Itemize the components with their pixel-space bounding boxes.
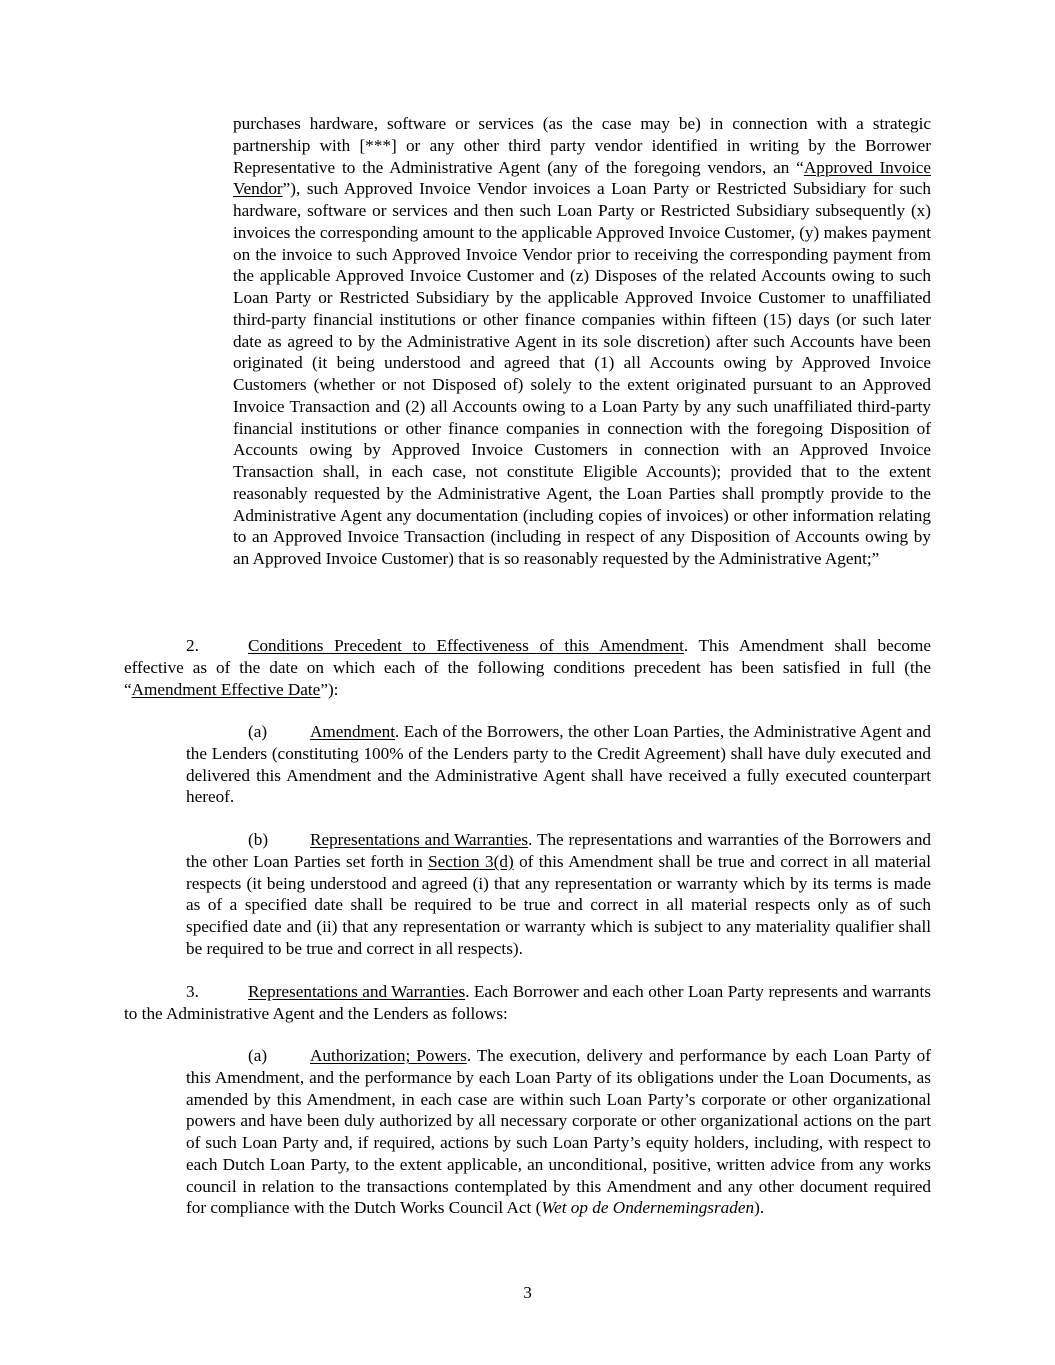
subsection-heading: Representations and Warranties <box>310 830 529 849</box>
paragraph-text: ”), such Approved Invoice Vendor invoices a Loan Party or Restricted Subsidiary for such hardware, software or services and then such Loan Party or Restricted Subsidiary subsequently (x) invoices the corresponding amount to the applicable Approved Invoice Customer, (y) makes payment on the invoice to such Approved Invoice Vendor prior to receiving the corresponding payment from the applicable Approved Invoice Customer and (z) Disposes of the related Accounts owing to such Loan Party or Restricted Subsidiary by the applicable Approved Invoice Customer to unaffiliated third-party financial institutions or other finance companies within fifteen (15) days (or such later date as agreed to by the Administrative Agent in its sole discretion) after such Accounts have been originated (it being understood and agreed that (1) all Accounts owing by Approved Invoice Customers (whether or not Disposed of) solely to the extent originated pursuant to an Approved Invoice Transaction and (2) all Accounts owing to a Loan Party by any such unaffiliated third-party financial institutions or other finance companies in connection with the foregoing Disposition of Accounts owing by Approved Invoice Customers in connection with an Approved Invoice Transaction shall, in each case, not constitute Eligible Accounts); provided that to the extent reasonably requested by the Administrative Agent, the Loan Parties shall promptly provide to the Administrative Agent any documentation (including copies of invoices) or other information relating to an Approved Invoice Transaction (including in respect of any Disposition of Accounts owing by an Approved Invoice Customer) that is so reasonably requested by the Administrative Agent;” <box>233 179 931 568</box>
paragraph-text: . Each of the Borrowers, the other Loan Parties, the Administrative Agent and the Lenders (constituting 100% of the Lenders party to the Credit Agreement) shall have duly executed and delivered this Amendment and the Administrative Agent shall have received a fully executed counterpart hereof. <box>186 722 931 807</box>
section-reference: Section 3(d) <box>428 851 514 871</box>
subsection-heading: Amendment <box>310 722 395 741</box>
approved-invoice-definition-paragraph <box>233 113 931 570</box>
section-3-paragraph <box>124 981 931 1025</box>
section-3a-paragraph <box>186 1045 931 1219</box>
section-2-paragraph <box>124 635 931 700</box>
section-number: 2. <box>186 636 199 655</box>
paragraph-text: ). <box>754 1198 765 1218</box>
paragraph-text: ”): <box>320 679 339 699</box>
paragraph-text: of this Amendment shall be true and correct in all material respects (it being understood and agreed (i) that any representation or warranty which by its terms is made as of a specified date shall be required to be true and correct in all material respects only as of such specified date and (ii) that any representation or warranty which is subject to any materiality qualifier shall be required to be true and correct in all respects). <box>186 851 931 958</box>
defined-term-amendment-effective-date: Amendment Effective Date <box>131 679 321 699</box>
subsection-number: (b) <box>248 830 269 849</box>
section-number: 3. <box>186 982 199 1001</box>
defined-term-approved-invoice-vendor: Approved Invoice Vendor <box>233 157 931 199</box>
page-number: 3 <box>523 1283 532 1302</box>
paragraph-text: . This Amendment shall become effective as of the date on which each of the following conditions precedent has been satisfied in full (the “ <box>124 636 931 699</box>
section-heading: Representations and Warranties <box>248 982 466 1001</box>
paragraph-text: . The execution, delivery and performance by each Loan Party of this Amendment, and the performance by each Loan Party of its obligations under the Loan Documents, as amended by this Amendment, in each case are within such Loan Party’s corporate or other organizational powers and have been duly authorized by all necessary corporate or other organizational actions on the part of such Loan Party and, if required, actions by such Loan Party’s equity holders, including, with respect to each Dutch Loan Party, to the extent applicable, an unconditional, positive, written advice from any works council in relation to the transactions contemplated by this Amendment and any other document required for compliance with the Dutch Works Council Act ( <box>186 1046 931 1218</box>
paragraph-text: purchases hardware, software or services (as the case may be) in connection with a strategic partnership with [***] or any other third party vendor identified in writing by the Borrower Representative to the Administrative Agent (any of the foregoing vendors, an “ <box>233 114 931 177</box>
section-2b-paragraph <box>186 829 931 960</box>
subsection-heading: Authorization; Powers <box>310 1046 467 1065</box>
paragraph-text: . The representations and warranties of the Borrowers and the other Loan Parties set forth in <box>186 830 932 871</box>
section-2a-paragraph <box>186 721 931 808</box>
section-heading: Conditions Precedent to Effectiveness of this Amendment <box>248 636 684 655</box>
subsection-number: (a) <box>248 1046 268 1065</box>
paragraph-text: . Each Borrower and each other Loan Party represents and warrants to the Administrative Agent and the Lenders as follows: <box>124 982 931 1023</box>
italic-statute-name: Wet op de Ondernemingsraden <box>541 1198 755 1218</box>
subsection-number: (a) <box>248 722 268 741</box>
